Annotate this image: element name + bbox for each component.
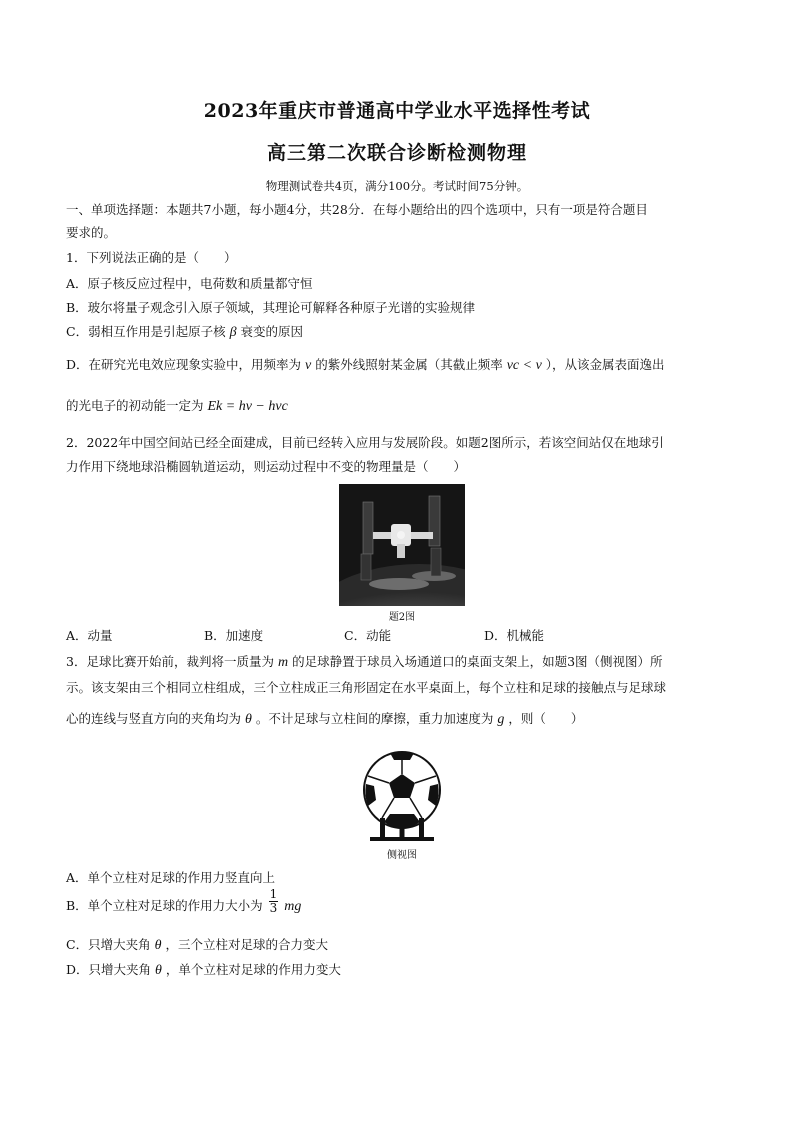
q1-option-d-mid: 的紫外线照射某金属（其截止频率 xyxy=(315,357,503,372)
q1-stem: 1．下列说法正确的是（ ） xyxy=(66,250,237,265)
q3-stem-line1 xyxy=(66,654,746,671)
q1-option-d-pre: D．在研究光电效应现象实验中，用频率为 xyxy=(66,357,302,372)
q3-option-c-post: ，三个立柱对足球的合力变大 xyxy=(165,937,328,952)
q1-option-c xyxy=(66,324,746,341)
q1-option-b: B．玻尔将量子观念引入原子领域，其理论可解释各种原子光谱的实验规律 xyxy=(66,300,476,315)
q2-option-d: D．机械能 xyxy=(484,628,545,643)
q3-stem-line3 xyxy=(66,711,746,728)
q3-option-d xyxy=(66,962,746,979)
q3-option-b xyxy=(66,887,746,915)
exam-note: 物理测试卷共4页，满分100分。考试时间75分钟。 xyxy=(265,179,529,193)
q1-option-c-pre: C．弱相互作用是引起原子核 xyxy=(66,324,226,339)
q3-option-d-post: ，单个立柱对足球的作用力变大 xyxy=(165,962,341,977)
one-third-fraction xyxy=(269,888,279,915)
q2-option-a: A．动量 xyxy=(66,628,113,643)
space-station-photo xyxy=(339,484,465,606)
q1-option-d-line2 xyxy=(66,398,746,415)
theta-symbol: θ xyxy=(245,712,252,727)
q3-figure-caption: 侧视图 xyxy=(387,850,417,861)
fraction-denominator: 3 xyxy=(269,901,278,915)
q3-stem-line1-post: 的足球静置于球员入场通道口的桌面支架上，如题3图（侧视图）所 xyxy=(292,654,663,669)
q1-option-a: A．原子核反应过程中，电荷数和质量都守恒 xyxy=(66,276,313,291)
beta-symbol: β xyxy=(229,325,237,340)
q3-stem-line3-post: ，则（ ） xyxy=(508,711,584,726)
q3-option-c xyxy=(66,937,746,954)
q2-option-c: C．动能 xyxy=(344,628,392,643)
q1-option-c-post: 衰变的原因 xyxy=(240,324,304,339)
fraction-numerator: 1 xyxy=(269,887,278,901)
q1-option-d xyxy=(66,357,746,374)
theta-symbol-c: θ xyxy=(154,938,162,953)
section-heading-line1: 一、单项选择题：本题共7小题，每小题4分，共28分．在每小题给出的四个选项中，只有一项是符合题目 xyxy=(66,202,648,217)
exam-title-line1: 2023年重庆市普通高中学业水平选择性考试 xyxy=(203,100,591,122)
section-heading-line2: 要求的。 xyxy=(66,225,117,240)
q2-stem-line2: 力作用下绕地球沿椭圆轨道运动，则运动过程中不变的物理量是（ ） xyxy=(66,459,467,474)
soccer-ball-stand-figure xyxy=(360,750,444,846)
mg-symbol: mg xyxy=(284,899,302,914)
q3-option-b-pre: B．单个立柱对足球的作用力大小为 xyxy=(66,898,263,913)
q2-figure-caption: 题2图 xyxy=(388,612,416,623)
q3-option-c-pre: C．只增大夹角 xyxy=(66,937,151,952)
gravity-symbol: g xyxy=(497,712,505,727)
q3-option-a: A．单个立柱对足球的作用力竖直向上 xyxy=(66,870,276,885)
q3-stem-line3-pre: 心的连线与竖直方向的夹角均为 xyxy=(66,711,242,726)
q1-option-d-post: ），从该金属表面逸出 xyxy=(545,357,665,372)
mass-symbol: m xyxy=(277,655,289,670)
q3-stem-line3-mid: 。不计足球与立柱间的摩擦，重力加速度为 xyxy=(255,711,494,726)
exam-title-line2: 高三第二次联合诊断检测物理 xyxy=(266,142,527,164)
kinetic-energy-equation: Ek = hν − hνc xyxy=(207,399,288,414)
theta-symbol-d: θ xyxy=(155,963,162,978)
q3-option-d-pre: D．只增大夹角 xyxy=(66,962,152,977)
q3-stem-line1-pre: 3．足球比赛开始前，裁判将一质量为 xyxy=(66,654,274,669)
q1-option-d2-pre: 的光电子的初动能一定为 xyxy=(66,398,204,413)
q2-option-b: B．加速度 xyxy=(204,628,264,643)
nu-symbol: ν xyxy=(305,358,312,373)
q3-stem-line2: 示。该支架由三个相同立柱组成，三个立柱成正三角形固定在水平桌面上，每个立柱和足球的接触点与足球球 xyxy=(66,680,667,695)
cutoff-condition: νc < ν xyxy=(506,358,542,373)
q2-stem-line1: 2．2022年中国空间站已经全面建成，目前已经转入应用与发展阶段。如题2图所示，若该空间站仅在地球引 xyxy=(66,435,664,450)
